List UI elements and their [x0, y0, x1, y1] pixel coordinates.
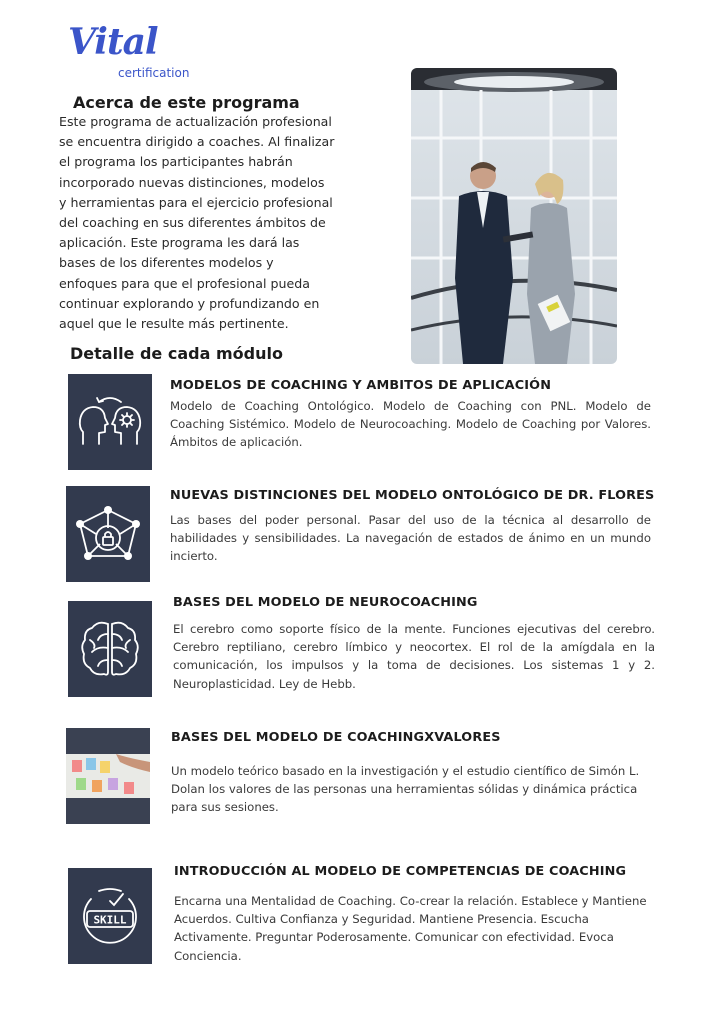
logo — [68, 22, 196, 86]
module-title-2: NUEVAS DISTINCIONES DEL MODELO ONTOLÓGICO DE DR. FLORES — [170, 488, 655, 503]
module-title-5: INTRODUCCIÓN AL MODELO DE COMPETENCIAS DE COACHING — [174, 864, 627, 879]
module-title-4: BASES DEL MODELO DE COACHINGXVALORES — [171, 730, 501, 745]
about-body: Este programa de actualización profesional se encuentra dirigido a coaches. Al finalizar el programa los participantes habrán incorporado nuevas distinciones, modelos y herramientas para el ejercicio profesional del coaching en sus diferentes ámbitos de aplicación. Este programa les dará las bases de los diferentes modelos y enfoques para que el profesional pueda continuar explorando y profundizando en aquel que le resulte más pertinente. — [59, 114, 335, 332]
module-icon-3 — [68, 601, 152, 697]
value-cards-photo — [66, 728, 150, 824]
module-icon-2 — [66, 486, 150, 582]
skill-label: SKILL — [93, 913, 127, 927]
module-icon-4 — [66, 728, 150, 824]
logo-subtitle: certification — [118, 66, 190, 80]
about-title: Acerca de este programa — [73, 93, 300, 112]
module-text-1: Modelo de Coaching Ontológico. Modelo de Coaching con PNL. Modelo de Coaching Sistémico. Modelo de Neurocoaching. Modelo de Coaching por Valores. Ámbitos de aplicación. — [170, 399, 651, 450]
module-text-2: Las bases del poder personal. Pasar del uso de la técnica al desarrollo de habilidades y sensibilidades. La navegación de estados de ánimo en un mundo incierto. — [170, 513, 651, 564]
module-icon-5 — [68, 868, 152, 964]
skill-badge-icon — [77, 883, 143, 949]
module-text-5: Encarna una Mentalidad de Coaching. Co-crear la relación. Establece y Mantiene Acuerdos. Cultiva Confianza y Seguridad. Mantiene Presencia. Escucha Activamente. Preguntar Poderosamente. Comunicar con efectividad. Evoca Conciencia. — [174, 894, 647, 963]
module-text-4: Un modelo teórico basado en la investigación y el estudio científico de Simón L. Dolan los valores de las personas una herramientas sólidas y dinámica práctica para sus sesiones. — [171, 764, 640, 815]
network-lock-icon — [72, 502, 144, 566]
modules-title: Detalle de cada módulo — [70, 344, 283, 363]
module-title-1: MODELOS DE COACHING Y AMBITOS DE APLICACIÓN — [170, 378, 552, 393]
logo-mark: Vital — [68, 21, 158, 63]
office-photo — [411, 68, 617, 364]
two-heads-cycle-icon — [77, 392, 143, 452]
brain-icon — [78, 618, 142, 680]
module-text-3: El cerebro como soporte físico de la mente. Funciones ejecutivas del cerebro. Cerebro reptiliano, cerebro límbico y neocortex. El rol de la amígdala en la comunicación, los impulsos y la toma de decisiones. Los sistemas 1 y 2. Neuroplasticidad. Ley de Hebb. — [173, 622, 655, 691]
module-icon-1 — [68, 374, 152, 470]
module-title-3: BASES DEL MODELO DE NEUROCOACHING — [173, 595, 478, 610]
